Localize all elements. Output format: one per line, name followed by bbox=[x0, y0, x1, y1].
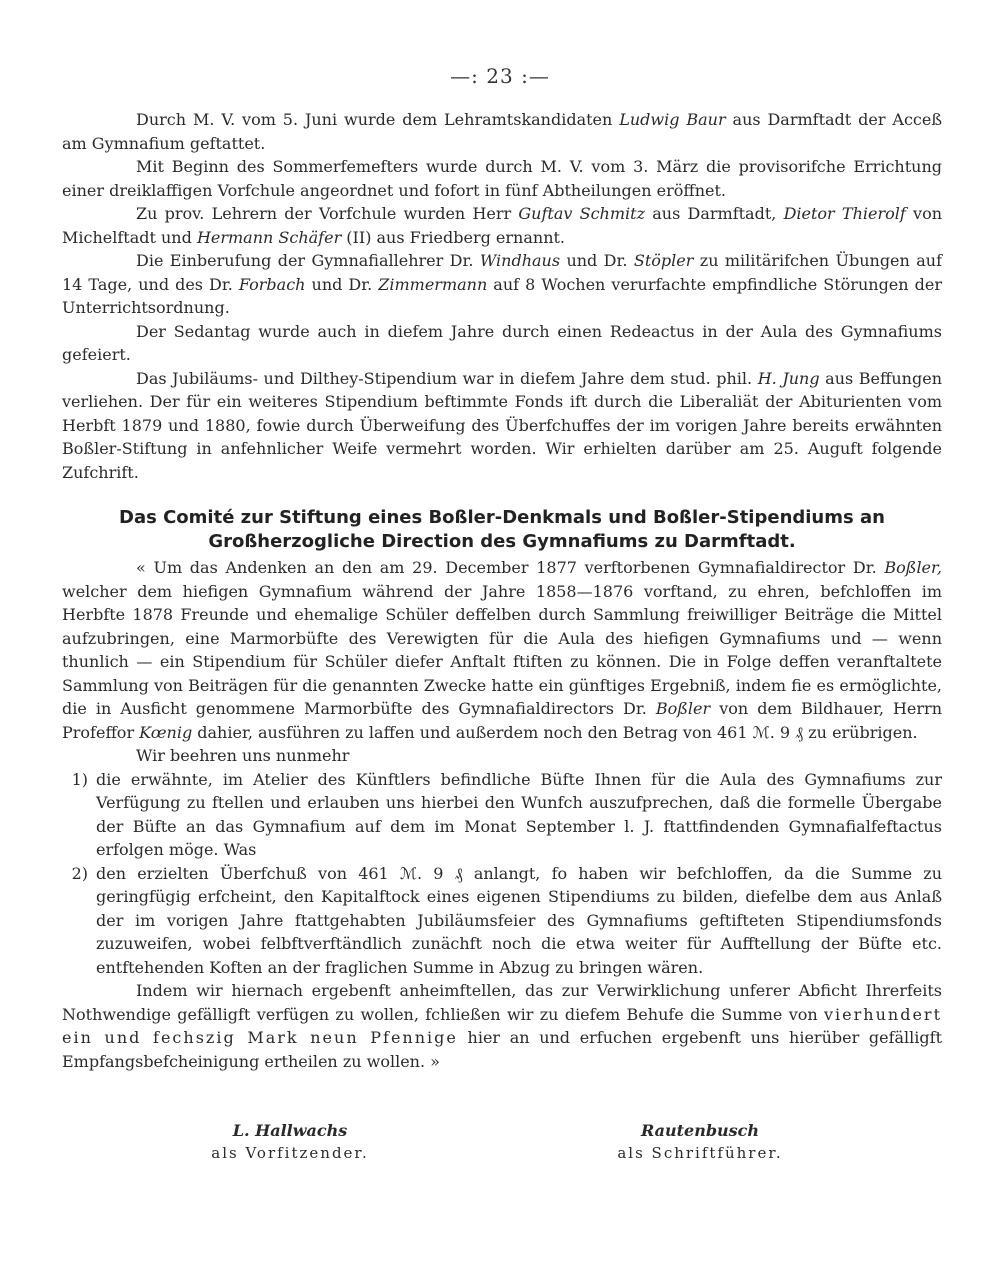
paragraph-closing: Indem wir hiernach ergebenft anheimftellen, das zur Verwirklichung unferer Abficht Ihrerfeits Nothwendige gefälligft verfügen zu wollen, fchließen wir zu diefem Behufe die Summe von vierhundert ein und fechszig Mark neun Pfennige hier an und erfuchen ergebenft uns hierüber gefälligft Empfangsbefcheinigung ertheilen zu wollen. » bbox=[62, 981, 942, 1071]
signatory-name: L. Hallwachs bbox=[232, 1121, 348, 1140]
heading-line-1: Das Comité zur Stiftung eines Boßler-Denkmals und Boßler-Stipendiums an bbox=[119, 507, 885, 528]
list-item-1 bbox=[62, 768, 942, 862]
page-number: 23 bbox=[486, 64, 514, 88]
signatory-name: Rautenbusch bbox=[640, 1121, 760, 1140]
list-item-2 bbox=[62, 862, 942, 980]
letter-text bbox=[62, 556, 942, 1073]
letter-heading bbox=[62, 506, 942, 554]
signature-right bbox=[580, 1120, 820, 1164]
list-number: 2) bbox=[71, 863, 88, 883]
chronicle-text bbox=[62, 108, 942, 484]
list-text: die erwähnte, im Atelier des Künftlers befindliche Büfte Ihnen für die Aula des Gymnafiums zur Verfügung zu ftellen und erlauben uns hierbei den Wunfch auszufprechen, daß die formelle Übergabe der Büfte an das Gymnafium auf dem im Monat September l. J. ftattfindenden Gymnafialfeftactus erfolgen möge. Was bbox=[96, 769, 942, 859]
paragraph-teachers: Zu prov. Lehrern der Vorfchule wurden Herr Guftav Schmitz aus Darmftadt, Dietor Thierolf von Michelftadt und Hermann Schäfer (II) aus Friedberg ernannt. bbox=[62, 204, 943, 247]
paragraph-baur: Durch M. V. vom 5. Juni wurde dem Lehramtskandidaten Ludwig Baur aus Darmftadt der Acceß am Gymnafium geftattet. bbox=[62, 110, 943, 153]
page-header bbox=[0, 64, 1000, 88]
signatory-role: als Vorfitzender. bbox=[211, 1144, 369, 1162]
signature-left bbox=[180, 1120, 400, 1164]
paragraph-military: Die Einberufung der Gymnafiallehrer Dr. Windhaus und Dr. Stöpler zu militärifchen Übungen auf 14 Tage, und des Dr. Forbach und Dr. Zimmermann auf 8 Wochen verurfachte empfindliche Störungen der Unterrichtsordnung. bbox=[62, 251, 942, 317]
page-number-ornament-left: —: bbox=[450, 64, 479, 88]
page-number-ornament-right: :— bbox=[521, 64, 550, 88]
paragraph-letter-intro: « Um das Andenken an den am 29. December 1877 verftorbenen Gymnafialdirector Dr. Boßler, welcher dem hiefigen Gymnafium während der Jahre 1858—1876 vorftand, zu ehren, befchloffen im Herbfte 1878 Freunde und ehemalige Schüler deffelben durch Sammlung freiwilliger Beiträge die Mittel aufzubringen, eine Marmorbüfte des Verewigten für die Aula des hiefigen Gymnafiums und — wenn thunlich — ein Stipendium für Schüler diefer Anftalt ftiften zu können. Die in Folge deffen veranftaltete Sammlung von Beiträgen für die genannten Zwecke hatte ein günftiges Ergebniß, indem fie es ermöglichte, die in Ausficht genommene Marmorbüfte des Gymnafialdirectors Dr. Boßler von dem Bildhauer, Herrn Profeffor Kœnig dahier, ausführen zu laffen und außerdem noch den Betrag von 461 ℳ. 9 ₰ zu erübrigen. bbox=[62, 558, 943, 742]
list-text: den erzielten Überfchuß von 461 ℳ. 9 ₰ anlangt, fo haben wir befchloffen, da die Summe zu geringfügig erfcheint, den Kapitalftock eines eigenen Stipendiums zu bilden, diefelbe dem aus Anlaß der im vorigen Jahre ftattgehabten Jubiläumsfeier des Gymnafiums geftifteten Stipendiumsfonds zuzuweifen, wobei felbftverftändlich zunächft noch die etwa weiter für Aufftellung der Büfte etc. entftehenden Koften an der fraglichen Summe in Abzug zu bringen wären. bbox=[96, 863, 942, 977]
list-number: 1) bbox=[71, 769, 88, 789]
heading-line-2: Großherzogliche Direction des Gymnafiums zu Darmftadt. bbox=[208, 531, 796, 552]
signatory-role: als Schriftführer. bbox=[617, 1144, 783, 1162]
paragraph-beehren: Wir beehren uns nunmehr bbox=[136, 746, 350, 765]
paragraph-stipendium: Das Jubiläums- und Dilthey-Stipendium war in diefem Jahre dem stud. phil. H. Jung aus Beffungen verliehen. Der für ein weiteres Stipendium beftimmte Fonds ift durch die Liberaliät der Abiturienten vom Herbft 1879 und 1880, fowie durch Überweifung des Überfchuffes der im vorigen Jahre bereits erwähnten Boßler-Stiftung in anfehnlicher Weife vermehrt worden. Wir erhielten darüber am 25. Auguft folgende Zufchrift. bbox=[62, 368, 942, 482]
paragraph-vorschule: Mit Beginn des Sommerfemefters wurde durch M. V. vom 3. März die provisorifche Errichtung einer dreiklaffigen Vorfchule angeordnet und fofort in fünf Abtheilungen eröffnet. bbox=[62, 157, 942, 200]
paragraph-sedantag: Der Sedantag wurde auch in diefem Jahre durch einen Redeactus in der Aula des Gymnafiums gefeiert. bbox=[62, 321, 942, 364]
